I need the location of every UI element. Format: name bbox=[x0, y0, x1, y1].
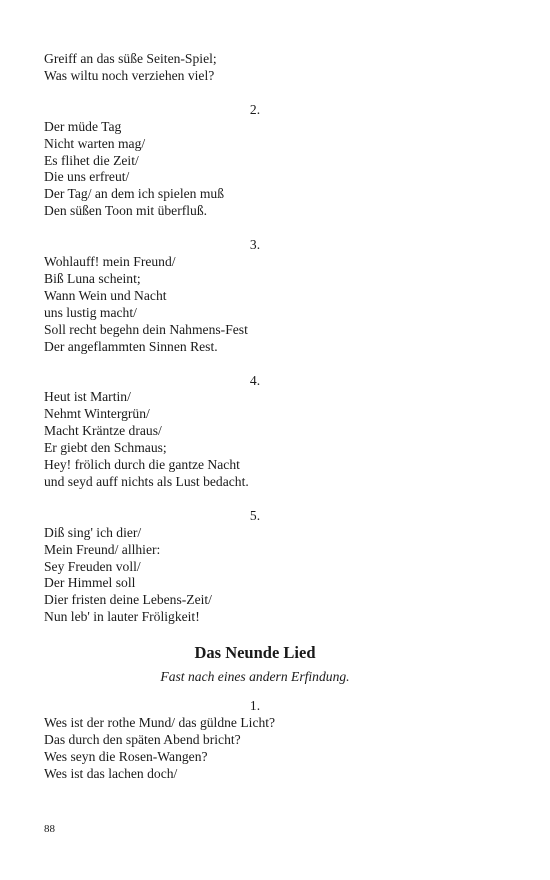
stanza-number: 5. bbox=[249, 507, 261, 523]
verse-line: Nehmt Wintergrün/ bbox=[44, 406, 150, 422]
verse-line: Der angeflammten Sinnen Rest. bbox=[44, 338, 218, 354]
verse-line: Greiff an das süße Seiten-Spiel; bbox=[44, 51, 217, 66]
stanza-number: 2. bbox=[249, 101, 261, 117]
verse-line: Was wiltu noch verziehen viel? bbox=[44, 67, 215, 83]
verse-line: Nicht warten mag/ bbox=[44, 135, 146, 151]
verse-line: Nun leb' in lauter Fröligkeit! bbox=[44, 609, 200, 625]
verse-line: Den süßen Toon mit überfluß. bbox=[44, 203, 208, 219]
verse-line: uns lustig macht/ bbox=[44, 304, 137, 320]
song-section bbox=[44, 643, 466, 783]
verse-line: Wes ist der rothe Mund/ das güldne Licht? bbox=[44, 715, 276, 731]
verse-line: Der Himmel soll bbox=[44, 575, 136, 591]
verse-line: Sey Freuden voll/ bbox=[44, 558, 141, 574]
verse-line: Mein Freund/ allhier: bbox=[44, 541, 161, 557]
verse-line: Dier fristen deine Lebens-Zeit/ bbox=[44, 592, 212, 608]
verse-line: Diß sing' ich dier/ bbox=[44, 524, 142, 540]
verse-line: Er giebt den Schmaus; bbox=[44, 440, 167, 456]
verse-line: Wes seyn die Rosen-Wangen? bbox=[44, 748, 208, 764]
verse-line: Der müde Tag bbox=[44, 118, 122, 134]
verse-line: Das durch den späten Abend bricht? bbox=[44, 732, 241, 747]
verse-line: Die uns erfreut/ bbox=[44, 169, 130, 185]
verse-line: Hey! frölich durch die gantze Nacht bbox=[44, 457, 240, 473]
verse-line: Wes ist das lachen doch/ bbox=[44, 765, 178, 781]
stanza-number: 1. bbox=[249, 698, 261, 714]
stanza-number: 4. bbox=[249, 372, 261, 388]
stanza-3 bbox=[44, 237, 466, 355]
stanza-intro bbox=[44, 51, 466, 85]
verse-line: Wann Wein und Nacht bbox=[44, 287, 167, 303]
verse-line: Es flihet die Zeit/ bbox=[44, 152, 139, 168]
page-number: 88 bbox=[44, 823, 55, 835]
verse-line: Heut ist Martin/ bbox=[44, 389, 131, 405]
verse-line: und seyd auff nichts als Lust bedacht. bbox=[44, 473, 249, 489]
page-body bbox=[44, 51, 466, 783]
stanza-number: 3. bbox=[249, 237, 261, 253]
verse-line: Biß Luna scheint; bbox=[44, 270, 141, 286]
stanza-2 bbox=[44, 102, 466, 220]
stanza-5 bbox=[44, 508, 466, 626]
verse-line: Soll recht begehn dein Nahmens-Fest bbox=[44, 321, 248, 337]
verse-line: Wohlauff! mein Freund/ bbox=[44, 254, 176, 270]
song-title: Das Neunde Lied bbox=[194, 643, 316, 663]
stanza-4 bbox=[44, 373, 466, 491]
verse-line: Macht Kräntze draus/ bbox=[44, 423, 162, 439]
song-subtitle: Fast nach eines andern Erfindung. bbox=[160, 669, 350, 685]
verse-line: Der Tag/ an dem ich spielen muß bbox=[44, 186, 224, 202]
